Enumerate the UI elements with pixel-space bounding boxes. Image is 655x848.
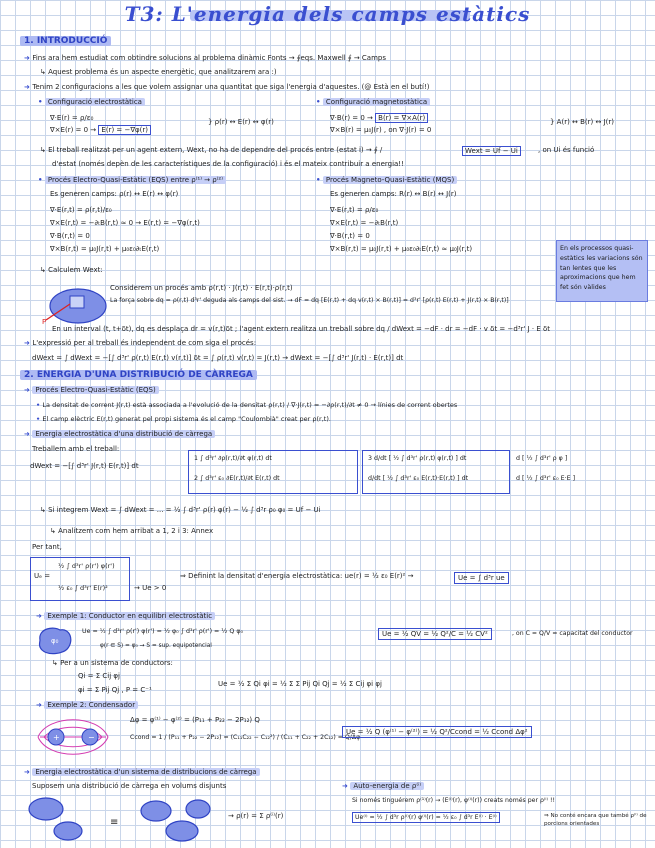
disjoint-volumes-sketch (26, 795, 216, 843)
work-line-1: ↳ El treball realitzat per un agent extern, Wext, no ha de dependre del procés entre (estat i) → ∮ / (40, 146, 383, 154)
calc-heading: ↳ Calculem Wext: (40, 266, 103, 274)
density-sum: → ρ(r) = Σ ρ⁽ⁱ⁾(r) (228, 812, 284, 820)
work-term-3: 3 d/dt [ ½ ∫ d³r' ρ(r,t) φ(r,t) ] dt (368, 455, 467, 462)
electro-relation: } ρ(r) ↔ E(r) ↔ φ(r) (208, 118, 274, 126)
eqs-heading-2: ➜ Procés Electro-Quasi-Estàtic (EQS) (24, 386, 159, 394)
mqs-fields: Es generen camps: R(r) ↔ B(r) ↔ J(r) (330, 190, 457, 198)
section-heading-intro: 1. INTRODUCCIÓ (20, 36, 111, 46)
work-term-2: 2 ∫ d³r' ε₀ ∂E(r,t)/∂t E(r,t) dt (194, 475, 280, 482)
example-1-result: Ue = ½ QV = ½ Q²/C = ½ CV² (378, 628, 492, 640)
intro-line-3: ➜ Tenim 2 configuracions a les que volem assignar una quantitat que siga l'energia d'aquestes. (@ Està en el butí!) (24, 83, 430, 91)
svg-text:P: P (42, 318, 47, 326)
energy-formula-2: ½ ε₀ ∫ d³r' E(r)² (58, 584, 108, 592)
process-eqs-heading: • Procés Electro-Quasi-Estàtic (EQS) entre ρ⁽¹⁾ → ρ⁽²⁾ (38, 176, 226, 184)
work-term-4: d/dt [ ½ ∫ d³r' ε₀ E(r,t)·E(r,t) ] dt (368, 475, 469, 482)
intro-line-1: ➜ Fins ara hem estudiat com obtindre solucions al problema dinàmic Fonts → ∮eqs. Maxwell ∮ → Camps (24, 54, 387, 62)
example-1-heading: ➜ Exemple 1: Conductor en equilibri electrostàtic (36, 612, 215, 620)
work-state-function: Wext = Uf − Ui (462, 146, 521, 156)
capacitor-energy: Ue = ½ Q (φ⁽¹⁾ − φ⁽²⁾) = ½ Q²/Ccond = ½ Ccond Δφ² (342, 726, 532, 738)
conductor-system-heading: ↳ Per a un sistema de conductors: (52, 659, 173, 667)
example-1-equation: Ue = ½ ∫ d³r' ρ(r') φ(r') = ½ φ₀ ∫ d³r' ρ(r') = ½ Q φ₀ (82, 628, 244, 635)
config-electro-heading: • Configuració electrostàtica (38, 98, 145, 106)
multi-distribution-heading: ➜ Energia electrostàtica d'un sistema de distribucions de càrrega (24, 768, 260, 776)
energy-symbol: Uₑ = (34, 572, 51, 580)
self-energy-line-1: Si només tinguérem ρ⁽¹⁾(r) → (E⁽ⁱ⁾(r), φ⁽ⁱ⁾(r)) creats només per ρ⁽ⁱ⁾ !! (352, 797, 555, 804)
example-1-capacity: , on C = Q/V = capacitat del conductor (512, 630, 633, 637)
mqs-equations: ∇·E(r,t) = ρ/ε₀ ∇×E(r,t) = −∂ₜB(r,t) ∇·B(r,t) = 0 ∇×B(r,t) = μ₀J(r,t) + μ₀ε₀∂ₜE(r,t) ≈ μ₀J(r,t) (330, 206, 473, 253)
energy-density-box: Ue = ∫ d³r ue (454, 572, 509, 584)
calc-line-2: La força sobre dq = ρ(r,t) d³r' deguda als camps del sist. → dF = dq [E(r,t) + dq v(r,t) × B(r,t)] = d³r' [ρ(r,t) E(r,t) + J(r,t) × B(r,t)] (110, 297, 509, 304)
page-title: T3: L'energia dels camps estàtics (124, 2, 531, 26)
eqs-fields: Es generen camps: ρ(r) ↔ E(r) ↔ φ(r) (50, 190, 179, 198)
work-differential: dWext = −[∫ d³r' J(r,t) E(r,t)] dt (30, 462, 139, 470)
distribution-energy-heading: ➜ Energia electrostàtica d'una distribució de càrrega (24, 430, 215, 438)
calc-line-3: En un interval (t, t+δt), dq es desplaça dr = v(r,t)δt ; l'agent extern realitza un treball sobre dq / dWext = −dF · dr = −dF · v δt = −d³r' J · E δt (52, 325, 551, 333)
potential-difference: Δφ = φ⁽¹⁾ − φ⁽²⁾ = (P₁₁ + P₂₂ − 2P₁₂) Q (130, 716, 260, 724)
integration-line: ↳ Si integrem Wext = ∫ dWext = ... = ½ ∫ d³r' ρ(r) φ(r) − ½ ∫ d³r ρ₀ φ₀ = Uf − Ui (40, 506, 321, 514)
eqs-bullet-1: • La densitat de corrent J(r,t) està associada a l'evolució de la densitat ρ(r,t) / ∇·J(r,t) = −∂ρ(r,t)/∂t ≠ 0 → línies de corrent obertes (36, 401, 458, 409)
calc-line-1: Considerem un procés amb ρ(r,t) · J(r,t) · E(r,t)·ρ(r,t) (110, 284, 293, 292)
therefore-line: Per tant, (32, 543, 62, 551)
svg-text:≡: ≡ (110, 817, 119, 828)
work-line-2: d'estat (només depèn de les característiques de la configuració) i és el mateix contribuir a energia!! (52, 160, 404, 168)
work-term-6: d [ ½ ∫ d³r' ε₀ E·E ] (516, 475, 576, 482)
energy-positive: → Ue > 0 (134, 584, 167, 592)
magneto-equations: ∇·B(r) = 0 → B(r) = ∇×A(r) ∇×B(r) = μ₀J(r) , on ∇·J(r) = 0 (330, 114, 432, 135)
calc-line-5: dWext = ∫ dWext = −[∫ d³r' ρ(r,t) E(r,t) v(r,t)] δt = ∫ ρ(r,t) v(r,t) = J(r,t) → dWext = −[∫ d³r' J(r,t) · E(r,t)] dt (32, 354, 404, 362)
work-intro: Treballem amb el treball: (32, 445, 120, 453)
system-energy: Ue = ½ Σ Qi φi = ½ Σ Σ Pij Qi Qj = ½ Σ Cij φi φj (218, 680, 382, 688)
annex-line: ↳ Analitzem com hem arribat a 1, 2 i 3: Annex (50, 527, 214, 535)
energy-density-line: ⇒ Definint la densitat d'energia electrostàtica: ue(r) = ½ ε₀ E(r)² → (180, 572, 414, 580)
energy-formula-1: ½ ∫ d³r' ρ(r') φ(r') (58, 562, 115, 570)
magneto-relation: } A(r) ↔ B(r) ↔ J(r) (550, 118, 614, 126)
example-1-surface: φ(r ∈ S) = φ₀ → S = sup. equipotencial (100, 643, 212, 649)
calc-line-4: ➜ L'expressió per al treball és independent de com siga el procés: (24, 339, 257, 347)
intro-line-2: ↳ Aquest problema és un aspecte energètic, que analitzarem ara :) (40, 68, 277, 76)
section-heading-energy: 2. ENERGIA D'UNA DISTRIBUCIÓ DE CÀRREGA (20, 370, 257, 380)
svg-text:+: + (53, 733, 60, 742)
charge-element-sketch (40, 282, 110, 326)
process-mqs-heading: • Procés Magneto-Quasi-Estàtic (MQS) (316, 176, 457, 184)
quasi-static-note: En els processos quasi-estàtics les variacions són tan lentes que les aproximacions que hem fet són vàlides (556, 240, 648, 302)
self-energy-note: ⇒ No conté encara que també ρ⁽ⁱ⁾ de porcions orientades (544, 813, 647, 828)
svg-text:φ₀: φ₀ (51, 637, 59, 645)
svg-text:−: − (88, 733, 95, 742)
work-term-5: d [ ½ ∫ d³r' ρ φ ] (516, 455, 568, 462)
config-magneto-heading: • Configuració magnetostàtica (316, 98, 430, 106)
potentials-relation: φi = Σ Pij Qj , P = C⁻¹ (78, 686, 152, 694)
work-term-1: 1 ∫ d³r' ∂ρ(r,t)/∂t φ(r,t) dt (194, 455, 272, 462)
eqs-equations: ∇·E(r,t) = ρ(r,t)/ε₀ ∇×E(r,t) = −∂ₜB(r,t) ≈ 0 → E(r,t) = −∇φ(r,t) ∇·B(r,t) = 0 ∇×B(r,t) = μ₀J(r,t) + μ₀ε₀∂ₜE(r,t) (50, 206, 200, 253)
charges-relation: Qi = Σ Cij φj (78, 672, 120, 680)
capacitor-field-sketch (28, 712, 118, 762)
electro-equations: ∇·E(r) = ρ/ε₀ ∇×E(r) = 0 → E(r) = −∇φ(r) (50, 112, 151, 137)
example-2-heading: ➜ Exemple 2: Condensador (36, 701, 138, 709)
multi-distribution-text: Suposem una distribució de càrrega en volums disjunts (32, 782, 227, 790)
eqs-bullet-2: • El camp elèctric E(r,t) generat pel propi sistema és el camp "Coulombià" creat per ρ(r,t). (36, 415, 331, 423)
capacitance-formula: Ccond = 1 / (P₁₁ + P₂₂ − 2P₁₂) = (C₁₁C₂₂ − C₁₂²) / (C₁₁ + C₂₂ + 2C₁₂) = Q/Δφ (130, 734, 361, 741)
self-energy-formula: Ue⁽ⁱ⁾ = ½ ∫ d³r ρ⁽ⁱ⁾(r) φ⁽ⁱ⁾(r) = ½ ε₀ ∫ d³r E⁽ⁱ⁾ · E⁽ⁱ⁾ (352, 812, 500, 823)
work-line-1-tail: , on Ui és funció (538, 146, 595, 154)
conductor-sketch (36, 624, 76, 656)
self-energy-heading: ➜ Auto-energia de ρ⁽ⁱ⁾ (342, 782, 424, 790)
